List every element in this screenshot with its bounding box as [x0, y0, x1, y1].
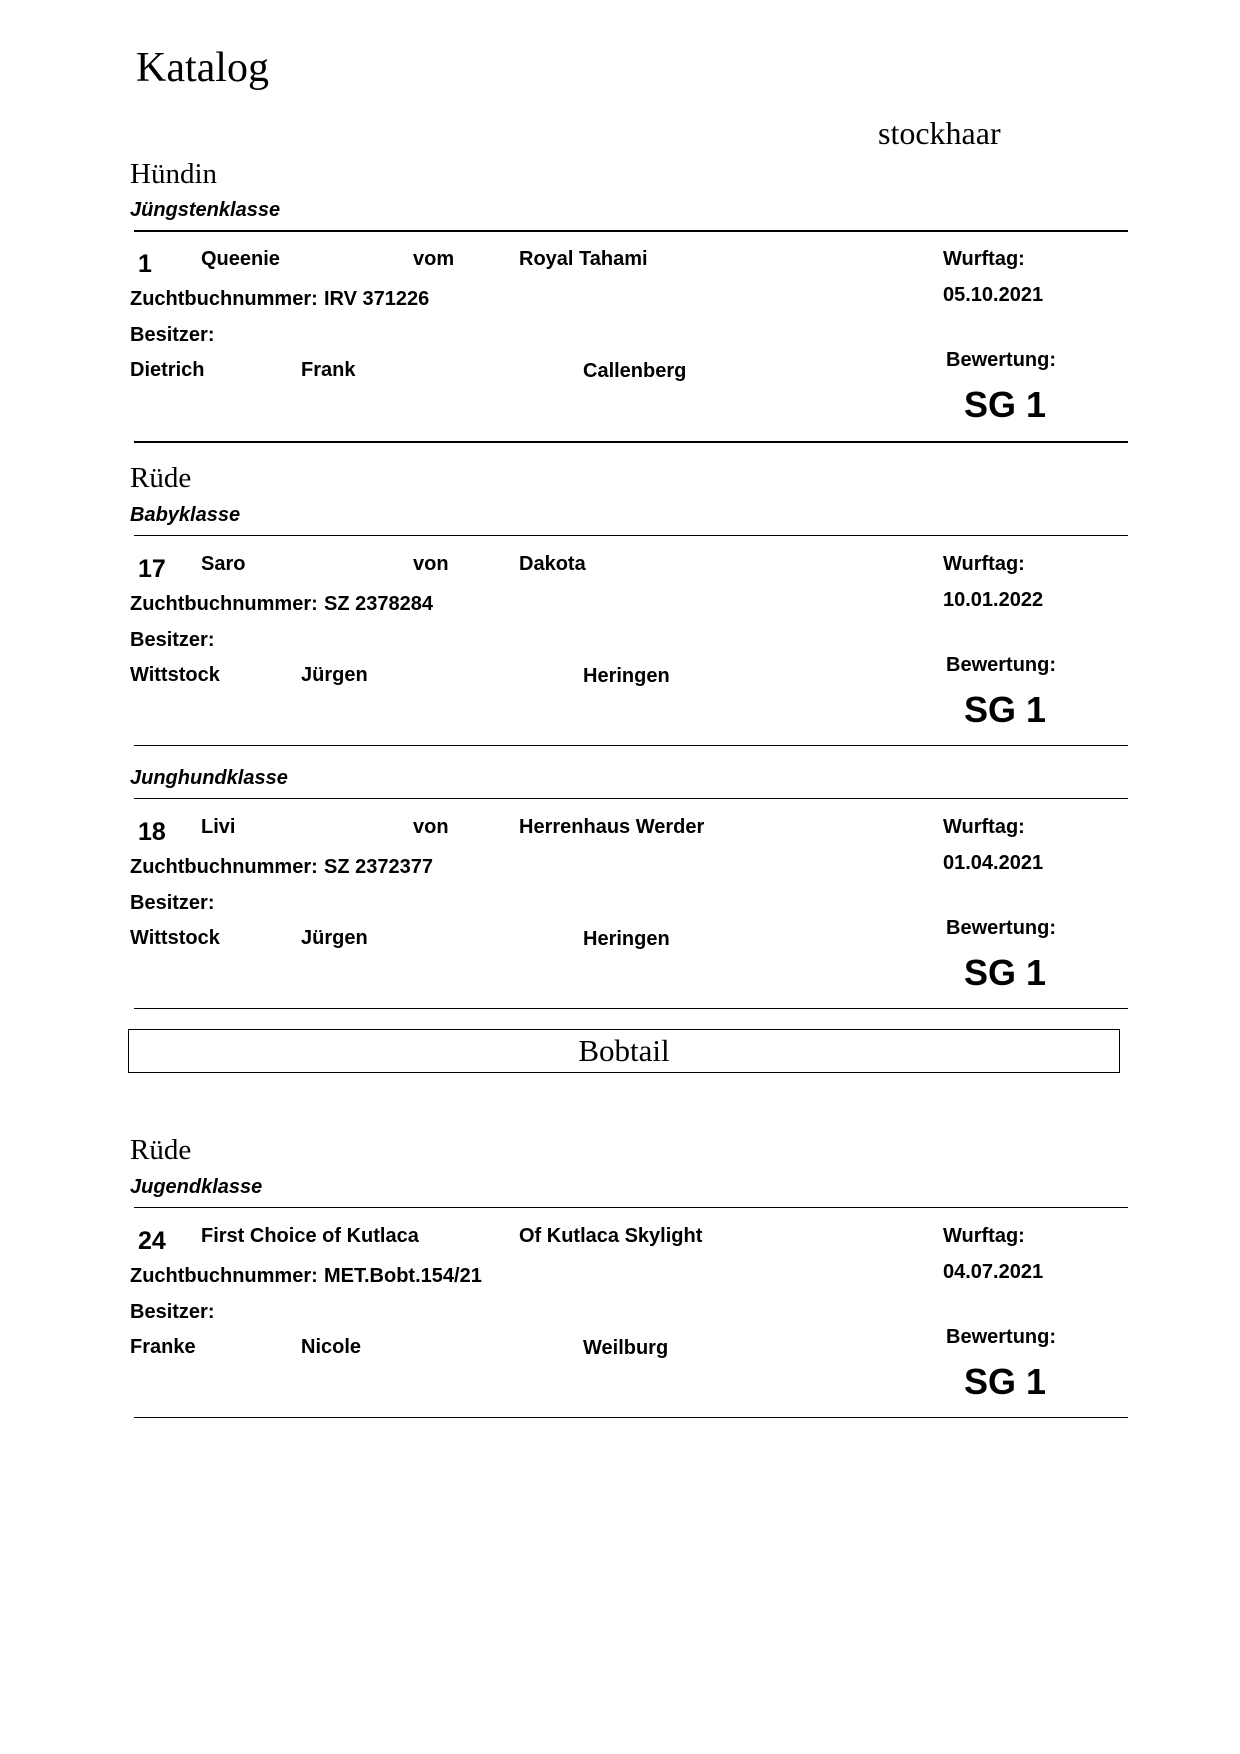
owner-city: Heringen — [583, 928, 670, 950]
variety-label: stockhaar — [878, 115, 1001, 151]
zuchtbuch-number: IRV 371226 — [324, 288, 430, 310]
owner-firstname: Nicole — [301, 1336, 362, 1358]
catalog-entry — [0, 541, 1240, 761]
name-connector: von — [413, 816, 449, 838]
entry-rule — [134, 1008, 1128, 1009]
entry-rule — [134, 441, 1128, 443]
owner-lastname: Dietrich — [130, 359, 205, 381]
wurftag-label: Wurftag: — [943, 1225, 1025, 1247]
owner-firstname: Frank — [301, 359, 356, 381]
grade-value: SG 1 — [964, 952, 1047, 993]
entry-number: 24 — [138, 1227, 166, 1255]
kennel-name: Royal Tahami — [519, 248, 648, 270]
dog-name: Queenie — [201, 248, 280, 270]
grade-value: SG 1 — [964, 689, 1047, 730]
zuchtbuch-number: SZ 2378284 — [324, 593, 433, 615]
zuchtbuch-number: SZ 2372377 — [324, 856, 433, 878]
owner-lastname: Franke — [130, 1336, 196, 1358]
zuchtbuch-number: MET.Bobt.154/21 — [324, 1265, 482, 1287]
sex-heading-ruede-bobtail: Rüde — [130, 1134, 192, 1166]
wurftag-date: 01.04.2021 — [943, 852, 1044, 874]
zuchtbuch-label: Zuchtbuchnummer: — [130, 593, 318, 615]
wurftag-label: Wurftag: — [943, 553, 1025, 575]
zuchtbuch-label: Zuchtbuchnummer: — [130, 856, 318, 878]
grade-value: SG 1 — [964, 384, 1047, 425]
wurftag-date: 10.01.2022 — [943, 589, 1044, 611]
catalog-entry — [0, 804, 1240, 1024]
kennel-name: Of Kutlaca Skylight — [519, 1225, 703, 1247]
kennel-name: Dakota — [519, 553, 586, 575]
entry-rule — [134, 1417, 1128, 1418]
owner-label: Besitzer: — [130, 1301, 215, 1323]
kennel-name: Herrenhaus Werder — [519, 816, 705, 838]
class-heading-junghundklasse: Junghundklasse — [130, 767, 288, 789]
wurftag-date: 05.10.2021 — [943, 284, 1044, 306]
wurftag-date: 04.07.2021 — [943, 1261, 1044, 1283]
owner-label: Besitzer: — [130, 629, 215, 651]
class-heading-juengstenklasse: Jüngstenklasse — [130, 199, 281, 221]
section-rule — [134, 230, 1128, 232]
owner-firstname: Jürgen — [301, 927, 368, 949]
entry-number: 17 — [138, 555, 166, 583]
page-title: Katalog — [136, 45, 269, 91]
sex-heading-huendin: Hündin — [130, 158, 217, 190]
wurftag-label: Wurftag: — [943, 816, 1025, 838]
owner-label: Besitzer: — [130, 324, 215, 346]
sex-heading-ruede: Rüde — [130, 462, 192, 494]
section-rule — [134, 798, 1128, 799]
class-heading-jugendklasse: Jugendklasse — [130, 1176, 263, 1198]
bewertung-label: Bewertung: — [946, 1326, 1056, 1348]
catalog-entry — [0, 236, 1240, 456]
owner-lastname: Wittstock — [130, 927, 220, 949]
dog-name: Saro — [201, 553, 246, 575]
bewertung-label: Bewertung: — [946, 349, 1056, 371]
grade-value: SG 1 — [964, 1361, 1047, 1402]
owner-firstname: Jürgen — [301, 664, 368, 686]
catalog-entry — [0, 1213, 1240, 1433]
entry-number: 18 — [138, 818, 166, 846]
zuchtbuch-label: Zuchtbuchnummer: — [130, 288, 318, 310]
dog-name: First Choice of Kutlaca — [201, 1225, 419, 1247]
bewertung-label: Bewertung: — [946, 917, 1056, 939]
section-rule — [134, 535, 1128, 536]
name-connector: von — [413, 553, 449, 575]
owner-city: Weilburg — [583, 1337, 669, 1359]
owner-city: Callenberg — [583, 360, 687, 382]
dog-name: Livi — [201, 816, 236, 838]
owner-city: Heringen — [583, 665, 670, 687]
owner-lastname: Wittstock — [130, 664, 220, 686]
entry-number: 1 — [138, 250, 152, 278]
entry-rule — [134, 745, 1128, 746]
name-connector: vom — [413, 248, 455, 270]
class-heading-babyklasse: Babyklasse — [130, 504, 241, 526]
zuchtbuch-label: Zuchtbuchnummer: — [130, 1265, 318, 1287]
wurftag-label: Wurftag: — [943, 248, 1025, 270]
breed-banner: Bobtail — [128, 1029, 1120, 1073]
owner-label: Besitzer: — [130, 892, 215, 914]
section-rule — [134, 1207, 1128, 1208]
bewertung-label: Bewertung: — [946, 654, 1056, 676]
